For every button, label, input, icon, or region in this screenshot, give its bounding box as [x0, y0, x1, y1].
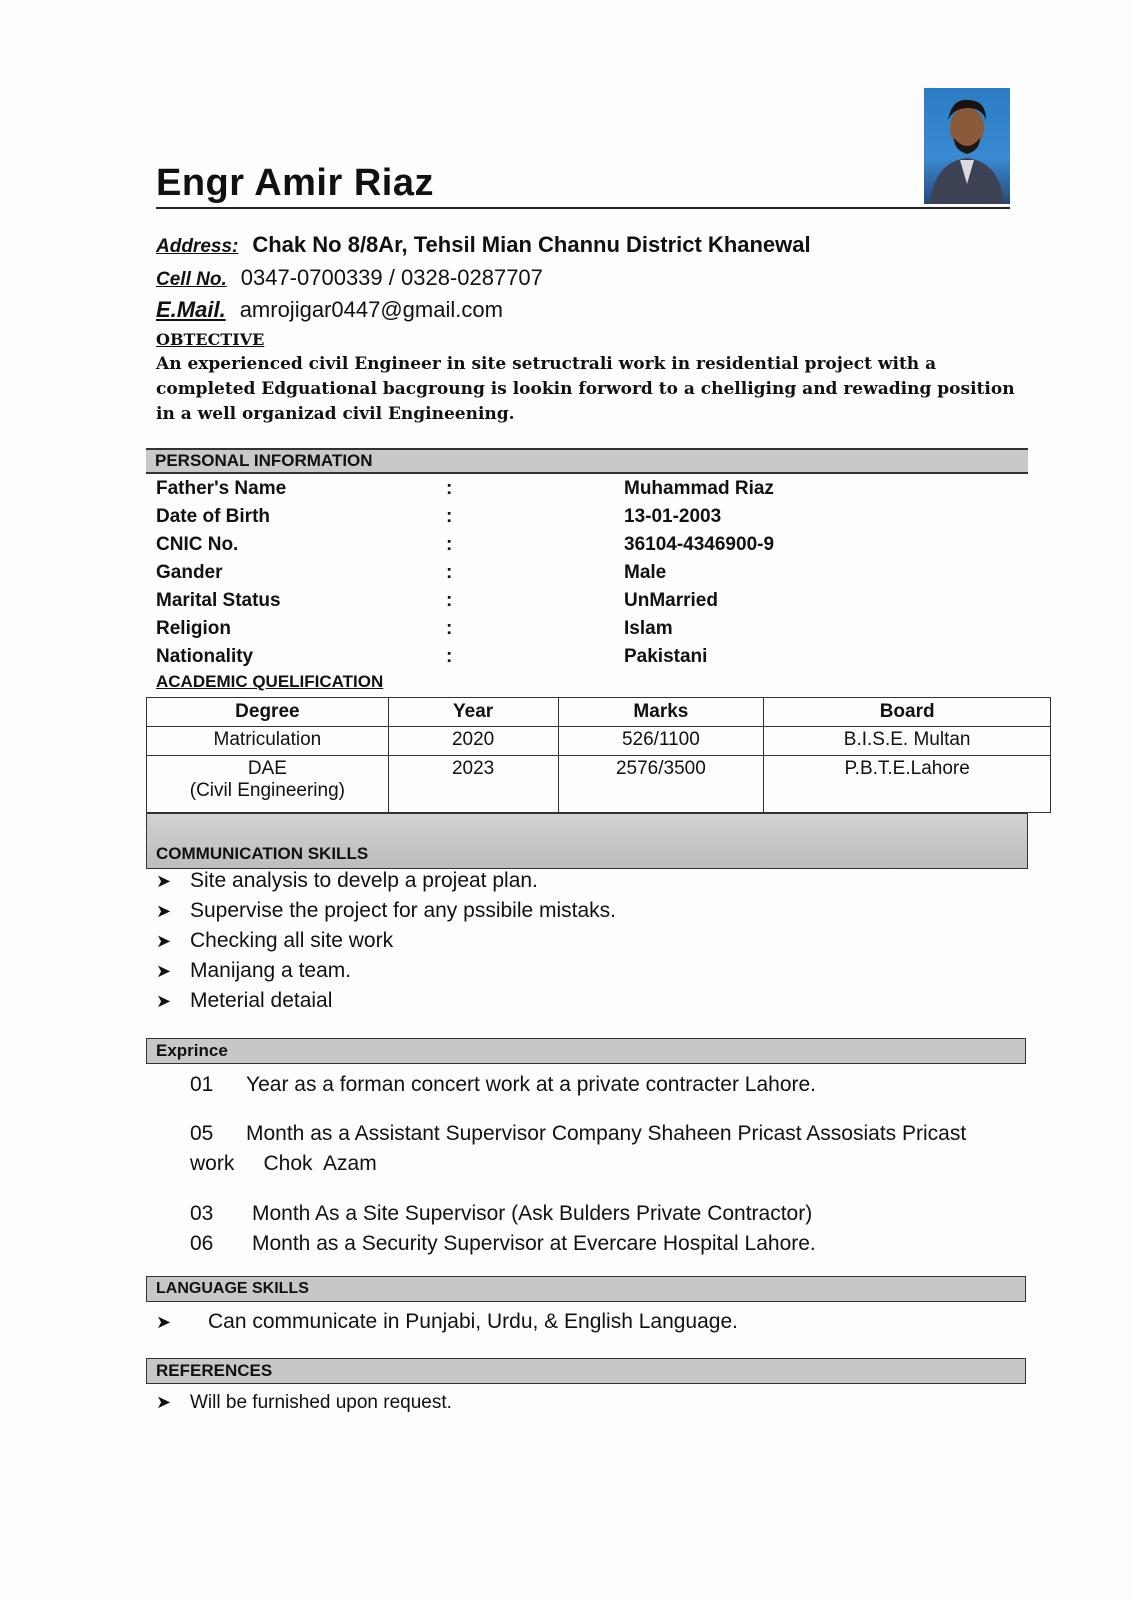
personal-info-header: PERSONAL INFORMATION — [146, 448, 1028, 474]
experience-duration: 06 — [190, 1232, 214, 1255]
personal-key: Nationality — [156, 646, 254, 667]
personal-row — [156, 506, 956, 534]
experience-item — [190, 1119, 966, 1149]
list-item-text: Supervise the project for any pssibile mistaks. — [190, 899, 617, 922]
list-item-text: Checking all site work — [190, 929, 394, 952]
experience-duration: 05 — [190, 1122, 214, 1145]
academic-title: ACADEMIC QUELIFICATION — [156, 672, 384, 691]
colon: : — [446, 590, 453, 611]
personal-row — [156, 534, 956, 562]
arrowhead-bullet-icon: ➤ — [156, 1392, 172, 1412]
table-header-row — [147, 698, 1051, 727]
list-item-text: Meterial detaial — [190, 989, 333, 1012]
list-item-text: Site analysis to develp a projeat plan. — [190, 869, 538, 892]
experience-duration: 01 — [190, 1073, 214, 1096]
column-header: Board — [764, 698, 1051, 727]
experience-text: Month as a Assistant Supervisor Company Shaheen Pricast Assosiats Pricast — [246, 1122, 967, 1145]
year-cell: 2020 — [388, 727, 558, 756]
communication-header — [146, 813, 1028, 869]
colon: : — [446, 506, 453, 527]
arrowhead-bullet-icon: ➤ — [156, 1312, 172, 1332]
personal-row — [156, 646, 956, 674]
references-header: REFERENCES — [146, 1358, 1026, 1384]
experience-header: Exprince — [146, 1038, 1026, 1064]
arrowhead-bullet-icon: ➤ — [156, 871, 172, 891]
arrowhead-bullet-icon: ➤ — [156, 961, 172, 981]
personal-row — [156, 478, 956, 506]
cell-line — [156, 265, 543, 291]
year-cell: 2023 — [388, 756, 558, 813]
name-divider — [156, 207, 1010, 209]
board-cell: B.I.S.E. Multan — [764, 727, 1051, 756]
personal-value: Islam — [624, 618, 673, 639]
personal-key: Date of Birth — [156, 506, 270, 527]
colon: : — [446, 562, 453, 583]
arrowhead-bullet-icon: ➤ — [156, 991, 172, 1011]
colon: : — [446, 478, 453, 499]
list-item — [156, 989, 332, 1013]
table-row — [147, 727, 1051, 756]
address-value: Chak No 8/8Ar, Tehsil Mian Channu District Khanewal — [252, 232, 811, 257]
colon: : — [446, 646, 453, 667]
personal-value: 36104-4346900-9 — [624, 534, 775, 555]
list-item — [156, 959, 351, 983]
column-header: Degree — [147, 698, 389, 727]
column-header: Marks — [558, 698, 764, 727]
list-item — [156, 869, 538, 893]
list-item-text: Manijang a team. — [190, 959, 352, 982]
colon: : — [446, 618, 453, 639]
degree-specialization: (Civil Engineering) — [189, 780, 345, 801]
personal-row — [156, 590, 956, 618]
objective-text: An experienced civil Engineer in site setructrali work in residential project with a completed Edguational bacgroung is lookin forword to a chelliging and rewading position in a well organizad civil Engineening. — [156, 354, 1015, 424]
list-item — [156, 929, 393, 953]
personal-value: UnMarried — [624, 590, 718, 611]
email-value: amrojigar0447@gmail.com — [239, 297, 503, 322]
experience-duration: 03 — [190, 1202, 214, 1225]
personal-key: CNIC No. — [156, 534, 239, 555]
list-item — [156, 1392, 452, 1414]
experience-text: Month As a Site Supervisor (Ask Bulders Private Contractor) — [252, 1202, 813, 1225]
personal-value: Male — [624, 562, 667, 583]
cell-value: 0347-0700339 / 0328-0287707 — [240, 265, 543, 290]
experience-text: Month as a Security Supervisor at Evercare Hospital Lahore. — [252, 1232, 816, 1255]
marks-cell: 2576/3500 — [558, 756, 764, 813]
colon: : — [446, 534, 453, 555]
address-label: Address: — [156, 236, 239, 257]
experience-item — [190, 1070, 816, 1100]
personal-key: Marital Status — [156, 590, 281, 611]
address-line — [156, 232, 811, 258]
experience-item — [190, 1199, 812, 1229]
list-item-text: Can communicate in Punjabi, Urdu, & English Language. — [208, 1310, 738, 1333]
board-cell: P.B.T.E.Lahore — [764, 756, 1051, 813]
personal-row — [156, 562, 956, 590]
experience-item-continuation: work Chok Azam — [190, 1152, 377, 1175]
personal-value: Pakistani — [624, 646, 708, 667]
objective-title: OBTECTIVE — [156, 330, 265, 349]
personal-key: Gander — [156, 562, 223, 583]
list-item-text: Will be furnished upon request. — [190, 1392, 452, 1413]
arrowhead-bullet-icon: ➤ — [156, 931, 172, 951]
arrowhead-bullet-icon: ➤ — [156, 901, 172, 921]
table-row — [147, 756, 1051, 813]
degree-cell: Matriculation — [147, 727, 389, 756]
email-line — [156, 297, 503, 323]
list-item — [156, 899, 616, 923]
degree-name: DAE — [247, 758, 287, 779]
marks-cell: 526/1100 — [558, 727, 764, 756]
profile-photo — [924, 88, 1010, 204]
column-header: Year — [388, 698, 558, 727]
experience-text: Year as a forman concert work at a private contracter Lahore. — [246, 1073, 817, 1096]
language-header: LANGUAGE SKILLS — [146, 1276, 1026, 1302]
personal-key: Father's Name — [156, 478, 287, 499]
personal-key: Religion — [156, 618, 231, 639]
personal-value: 13-01-2003 — [624, 506, 722, 527]
candidate-name: Engr Amir Riaz — [156, 162, 434, 204]
academic-table — [146, 697, 1051, 813]
email-label: E.Mail. — [156, 297, 226, 322]
list-item — [156, 1310, 738, 1334]
cell-label: Cell No. — [156, 269, 227, 290]
personal-value: Muhammad Riaz — [624, 478, 774, 499]
experience-item — [190, 1229, 816, 1259]
communication-title: COMMUNICATION SKILLS — [156, 844, 369, 863]
degree-cell — [147, 756, 389, 813]
personal-row — [156, 618, 956, 646]
